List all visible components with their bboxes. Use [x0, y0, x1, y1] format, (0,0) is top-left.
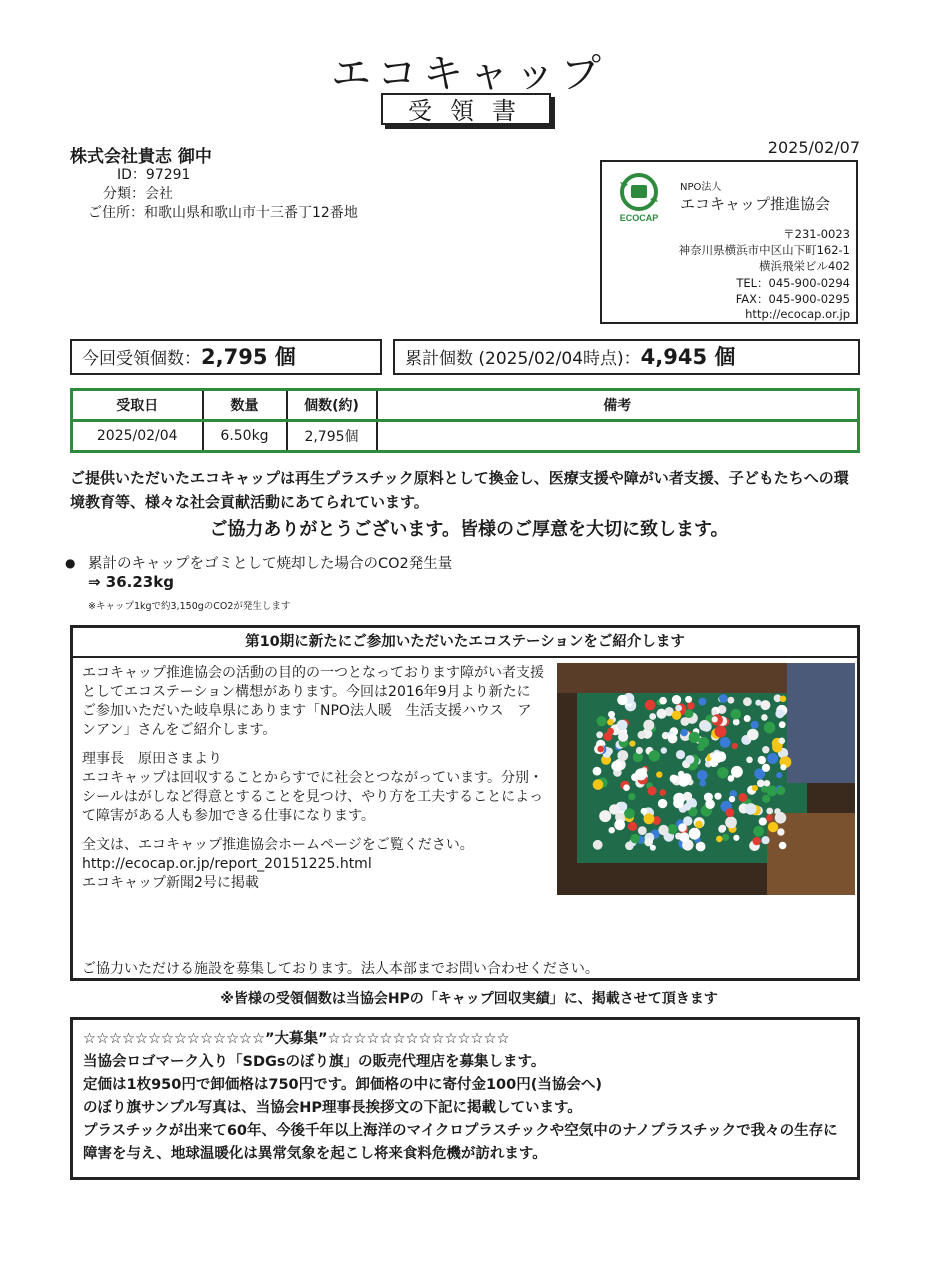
bottle-cap — [644, 838, 653, 847]
bottle-cap — [617, 750, 628, 761]
bottle-cap — [628, 793, 635, 800]
document-title: エコキャップ — [331, 51, 607, 97]
bottle-cap — [661, 747, 667, 753]
bottle-cap — [752, 785, 758, 791]
bottle-cap — [766, 808, 773, 815]
bottle-cap — [607, 728, 614, 735]
bottle-cap — [697, 770, 708, 781]
recruit-line-4: のぼり旗サンプル写真は、当協会HP理事長挨拶文の下記に掲載しています。 — [83, 1100, 582, 1116]
bottle-cap — [762, 764, 770, 772]
bottle-cap — [683, 792, 692, 801]
bottle-cap — [687, 702, 695, 710]
bottle-cap — [762, 795, 770, 803]
co2-label: 累計のキャップをゴミとして焼却した場合のCO2発生量 — [88, 556, 453, 572]
bottle-cap — [766, 815, 772, 821]
bottle-cap — [775, 709, 784, 718]
bottle-cap — [682, 773, 692, 783]
cell-date: 2025/02/04 — [72, 421, 203, 452]
total-count-label: 累計個数 (2025/02/04時点)： — [405, 349, 641, 369]
org-url[interactable]: http://ecocap.or.jp — [745, 307, 850, 321]
co2-note: ※キャップ1kgで約3,150gのCO2が発生します — [88, 601, 291, 612]
bottle-cap — [764, 722, 776, 734]
bottle-cap — [686, 755, 695, 764]
bottle-cap — [744, 715, 751, 722]
cell-remarks — [377, 421, 859, 452]
bottle-cap — [593, 840, 603, 850]
bottle-cap — [685, 709, 694, 718]
bottle-cap — [597, 746, 604, 753]
bottle-cap — [761, 836, 769, 844]
bottle-cap — [636, 747, 643, 754]
bottle-cap — [780, 764, 786, 770]
bottle-cap — [618, 732, 628, 742]
bottle-cap — [609, 827, 615, 833]
bottle-cap — [672, 711, 681, 720]
bottle-cap — [726, 808, 735, 817]
bottle-cap — [767, 753, 778, 764]
bottle-cap — [761, 714, 768, 721]
bottle-cap — [772, 742, 782, 752]
bottle-cap — [733, 835, 739, 841]
bottle-cap — [689, 732, 700, 743]
ecocap-logo-icon — [612, 170, 666, 224]
bottle-cap — [676, 750, 685, 759]
bottle-cap — [679, 832, 689, 842]
bottle-cap — [714, 793, 721, 800]
bottle-cap — [649, 750, 660, 761]
bottle-cap — [659, 697, 667, 705]
recruit-banner: ☆☆☆☆☆☆☆☆☆☆☆☆☆☆”大募集”☆☆☆☆☆☆☆☆☆☆☆☆☆☆ — [83, 1031, 510, 1047]
bottle-cap — [762, 746, 769, 753]
bottle-cap — [649, 713, 656, 720]
header-count: 個数(約) — [287, 390, 377, 421]
bottle-cap — [732, 743, 738, 749]
table-header-row — [72, 390, 859, 421]
bottle-cap — [759, 817, 767, 825]
bottle-cap — [657, 709, 667, 719]
bottle-cap — [597, 716, 607, 726]
cell-count: 2,795個 — [287, 421, 377, 452]
bottle-cap — [758, 756, 766, 764]
recruit-line-5: プラスチックが出来て60年、今後千年以上海洋のマイクロプラスチックや空気中のナノプラスチックで我々の生存に障害を与え、地球温暖化は異常気象を起こし将来食料危機が訪れます。 — [83, 1123, 838, 1162]
eco-station-footer: ご協力いただける施設を募集しております。法人本部までお問い合わせください。 — [82, 961, 599, 977]
bottle-cap — [777, 828, 784, 835]
org-tel: TEL：045-900-0294 — [736, 276, 850, 290]
bottle-cap — [593, 767, 602, 776]
bottle-cap — [731, 709, 742, 720]
bottle-cap — [699, 780, 706, 787]
bottle-cap — [617, 695, 627, 705]
eco-fulltext-note: 全文は、エコキャップ推進協会ホームページをご覧ください。 — [82, 837, 474, 853]
bottle-cap — [712, 752, 723, 763]
bottle-cap — [720, 737, 731, 748]
eco-station-text — [82, 664, 544, 893]
bottle-cap — [755, 700, 761, 706]
bottle-cap — [656, 771, 662, 777]
bottle-cap — [774, 808, 781, 815]
bottle-cap — [731, 766, 743, 778]
bottle-cap — [753, 826, 764, 837]
bottle-cap — [738, 793, 747, 802]
recipient-address: ご住所：和歌山県和歌山市十三番丁12番地 — [88, 205, 358, 221]
bottle-cap — [733, 719, 740, 726]
bottle-cap — [673, 798, 684, 809]
table-row — [72, 421, 859, 452]
bottle-cap — [628, 822, 637, 831]
eco-quote-body: エコキャップは回収することからすでに社会とつながっています。分別・シールはがしなど得意とすることを見つけ、やり方を工夫することによって障害がある人も参加できる仕事になります。 — [82, 770, 544, 824]
bottle-cap — [747, 729, 759, 741]
logo-text: ECOCAP — [619, 213, 659, 223]
total-count-value: 4,945 個 — [640, 345, 736, 369]
thanks-paragraph: ご提供いただいたエコキャップは再生プラスチック原料として換金し、医療支援や障がい者支援、子どもたちへの環境教育等、様々な社会貢献活動にあてられています。 — [70, 469, 849, 511]
bottle-cap — [719, 694, 728, 703]
header-date: 受取日 — [72, 390, 203, 421]
issue-date: 2025/02/07 — [767, 138, 860, 157]
organization-box — [600, 160, 858, 324]
bottle-cap — [667, 824, 677, 834]
bottle-caps-photo — [557, 663, 855, 895]
bottle-cap — [722, 834, 729, 841]
bottle-cap — [698, 698, 706, 706]
org-address-1: 神奈川県横浜市中区山下町162-1 — [678, 243, 850, 257]
bottle-cap — [696, 842, 706, 852]
bottle-cap — [712, 716, 718, 722]
bottle-cap — [658, 799, 667, 808]
bottle-cap — [702, 722, 712, 732]
bottle-cap — [630, 834, 640, 844]
bottle-cap — [760, 700, 770, 710]
bottle-cap — [685, 696, 692, 703]
bottle-cap — [728, 697, 735, 704]
bottle-cap — [725, 817, 737, 829]
bottle-cap — [718, 825, 725, 832]
bottle-cap — [684, 803, 692, 811]
bottle-cap — [643, 720, 654, 731]
bottle-cap — [596, 731, 603, 738]
bottle-cap — [768, 822, 778, 832]
recruit-line-3: 定価は1枚950円で卸価格は750円です。卸価格の中に寄付金100円(当協会へ) — [83, 1077, 602, 1093]
bottle-cap — [683, 816, 692, 825]
co2-value: ⇒ 36.23kg — [88, 573, 174, 591]
org-type: NPO法人 — [680, 182, 722, 193]
bottle-cap — [608, 711, 615, 718]
eco-report-link[interactable]: http://ecocap.or.jp/report_20151225.html — [82, 856, 372, 872]
bottle-cap — [624, 808, 635, 819]
eco-source: エコキャップ新聞2号に掲載 — [82, 875, 259, 891]
eco-station-box — [70, 625, 860, 981]
bottle-cap — [641, 808, 648, 815]
bottle-cap — [599, 810, 611, 822]
bottle-cap — [644, 813, 655, 824]
bottle-cap — [705, 799, 715, 809]
bottle-cap — [779, 721, 786, 728]
bottle-cap — [609, 804, 619, 814]
eco-quote-title: 理事長 原田さまより — [82, 751, 222, 767]
eco-station-heading: 第10期に新たにご参加いただいたエコステーションをご紹介します — [73, 628, 857, 658]
bottle-cap — [681, 729, 688, 736]
bottle-cap — [729, 796, 735, 802]
bottle-cap — [593, 779, 604, 790]
recruit-line-2: 当協会ロゴマーク入り「SDGsのぼり旗」の販売代理店を募集します。 — [83, 1054, 546, 1070]
total-count-box — [393, 339, 860, 375]
bullet-icon: ● — [65, 556, 76, 570]
bottle-cap — [746, 757, 753, 764]
bottle-cap — [638, 826, 647, 835]
recipient-category: 分類：会社 — [103, 186, 173, 202]
bottle-cap — [614, 819, 625, 830]
bottle-cap — [689, 828, 701, 840]
bottle-cap — [698, 737, 709, 748]
document-subtitle: 受領書 — [381, 93, 551, 125]
bottle-cap — [607, 719, 614, 726]
bottle-cap — [611, 761, 622, 772]
recipient-name: 株式会社貴志 御中 — [70, 147, 212, 167]
bottle-cap — [753, 837, 761, 845]
org-name: エコキャップ推進協会 — [680, 195, 831, 213]
bottle-cap — [745, 803, 757, 815]
bottle-cap — [648, 786, 657, 795]
org-address-2: 横浜飛栄ビル402 — [759, 259, 850, 273]
bottle-cap — [779, 842, 787, 850]
current-count-label: 今回受領個数： — [82, 349, 201, 369]
bottle-cap — [715, 726, 727, 738]
bottle-cap — [743, 697, 752, 706]
bottle-cap — [638, 731, 646, 739]
header-remarks: 備考 — [377, 390, 859, 421]
bottle-cap — [623, 784, 630, 791]
hp-note: ※皆様の受領個数は当協会HPの「キャップ回収実績」に、掲載させて頂きます — [220, 991, 718, 1007]
eco-intro: エコキャップ推進協会の活動の目的の一つとなっております障がい者支援としてエコステーション構想があります。今回は2016年9月より新たにご参加いただいた岐阜県にあります「NPO法人暖 生活支援ハウス アンアン」さんをご紹介します。 — [82, 665, 544, 738]
org-fax: FAX：045-900-0295 — [735, 292, 850, 306]
bottle-cap — [645, 700, 656, 711]
thanks-message: ご協力ありがとうございます。皆様のご厚意を大切に致します。 — [209, 519, 729, 540]
bottle-cap — [668, 734, 678, 744]
bottle-cap — [767, 786, 778, 797]
bottle-cap — [629, 741, 635, 747]
bottle-cap — [751, 721, 759, 729]
receipt-table — [70, 388, 860, 453]
current-count-box — [70, 339, 382, 375]
bottle-cap — [670, 775, 678, 783]
cell-weight: 6.50kg — [203, 421, 287, 452]
bottle-cap — [776, 772, 782, 778]
header-weight: 数量 — [203, 390, 287, 421]
bottle-cap — [761, 786, 768, 793]
bottle-cap — [717, 767, 728, 778]
bottle-cap — [658, 825, 668, 835]
bottle-cap — [617, 720, 628, 731]
recruitment-box — [70, 1017, 860, 1180]
bottle-cap — [672, 695, 681, 704]
bottle-cap — [659, 789, 666, 796]
bottle-cap — [716, 836, 723, 843]
org-postal: 〒231-0023 — [783, 227, 850, 241]
current-count-value: 2,795 個 — [201, 345, 296, 369]
bottle-cap — [777, 786, 786, 795]
bottle-cap — [635, 768, 647, 780]
bottle-cap — [695, 821, 703, 829]
bottle-cap — [675, 705, 682, 712]
recipient-id: ID：97291 — [117, 167, 191, 183]
bottle-cap — [780, 696, 787, 703]
